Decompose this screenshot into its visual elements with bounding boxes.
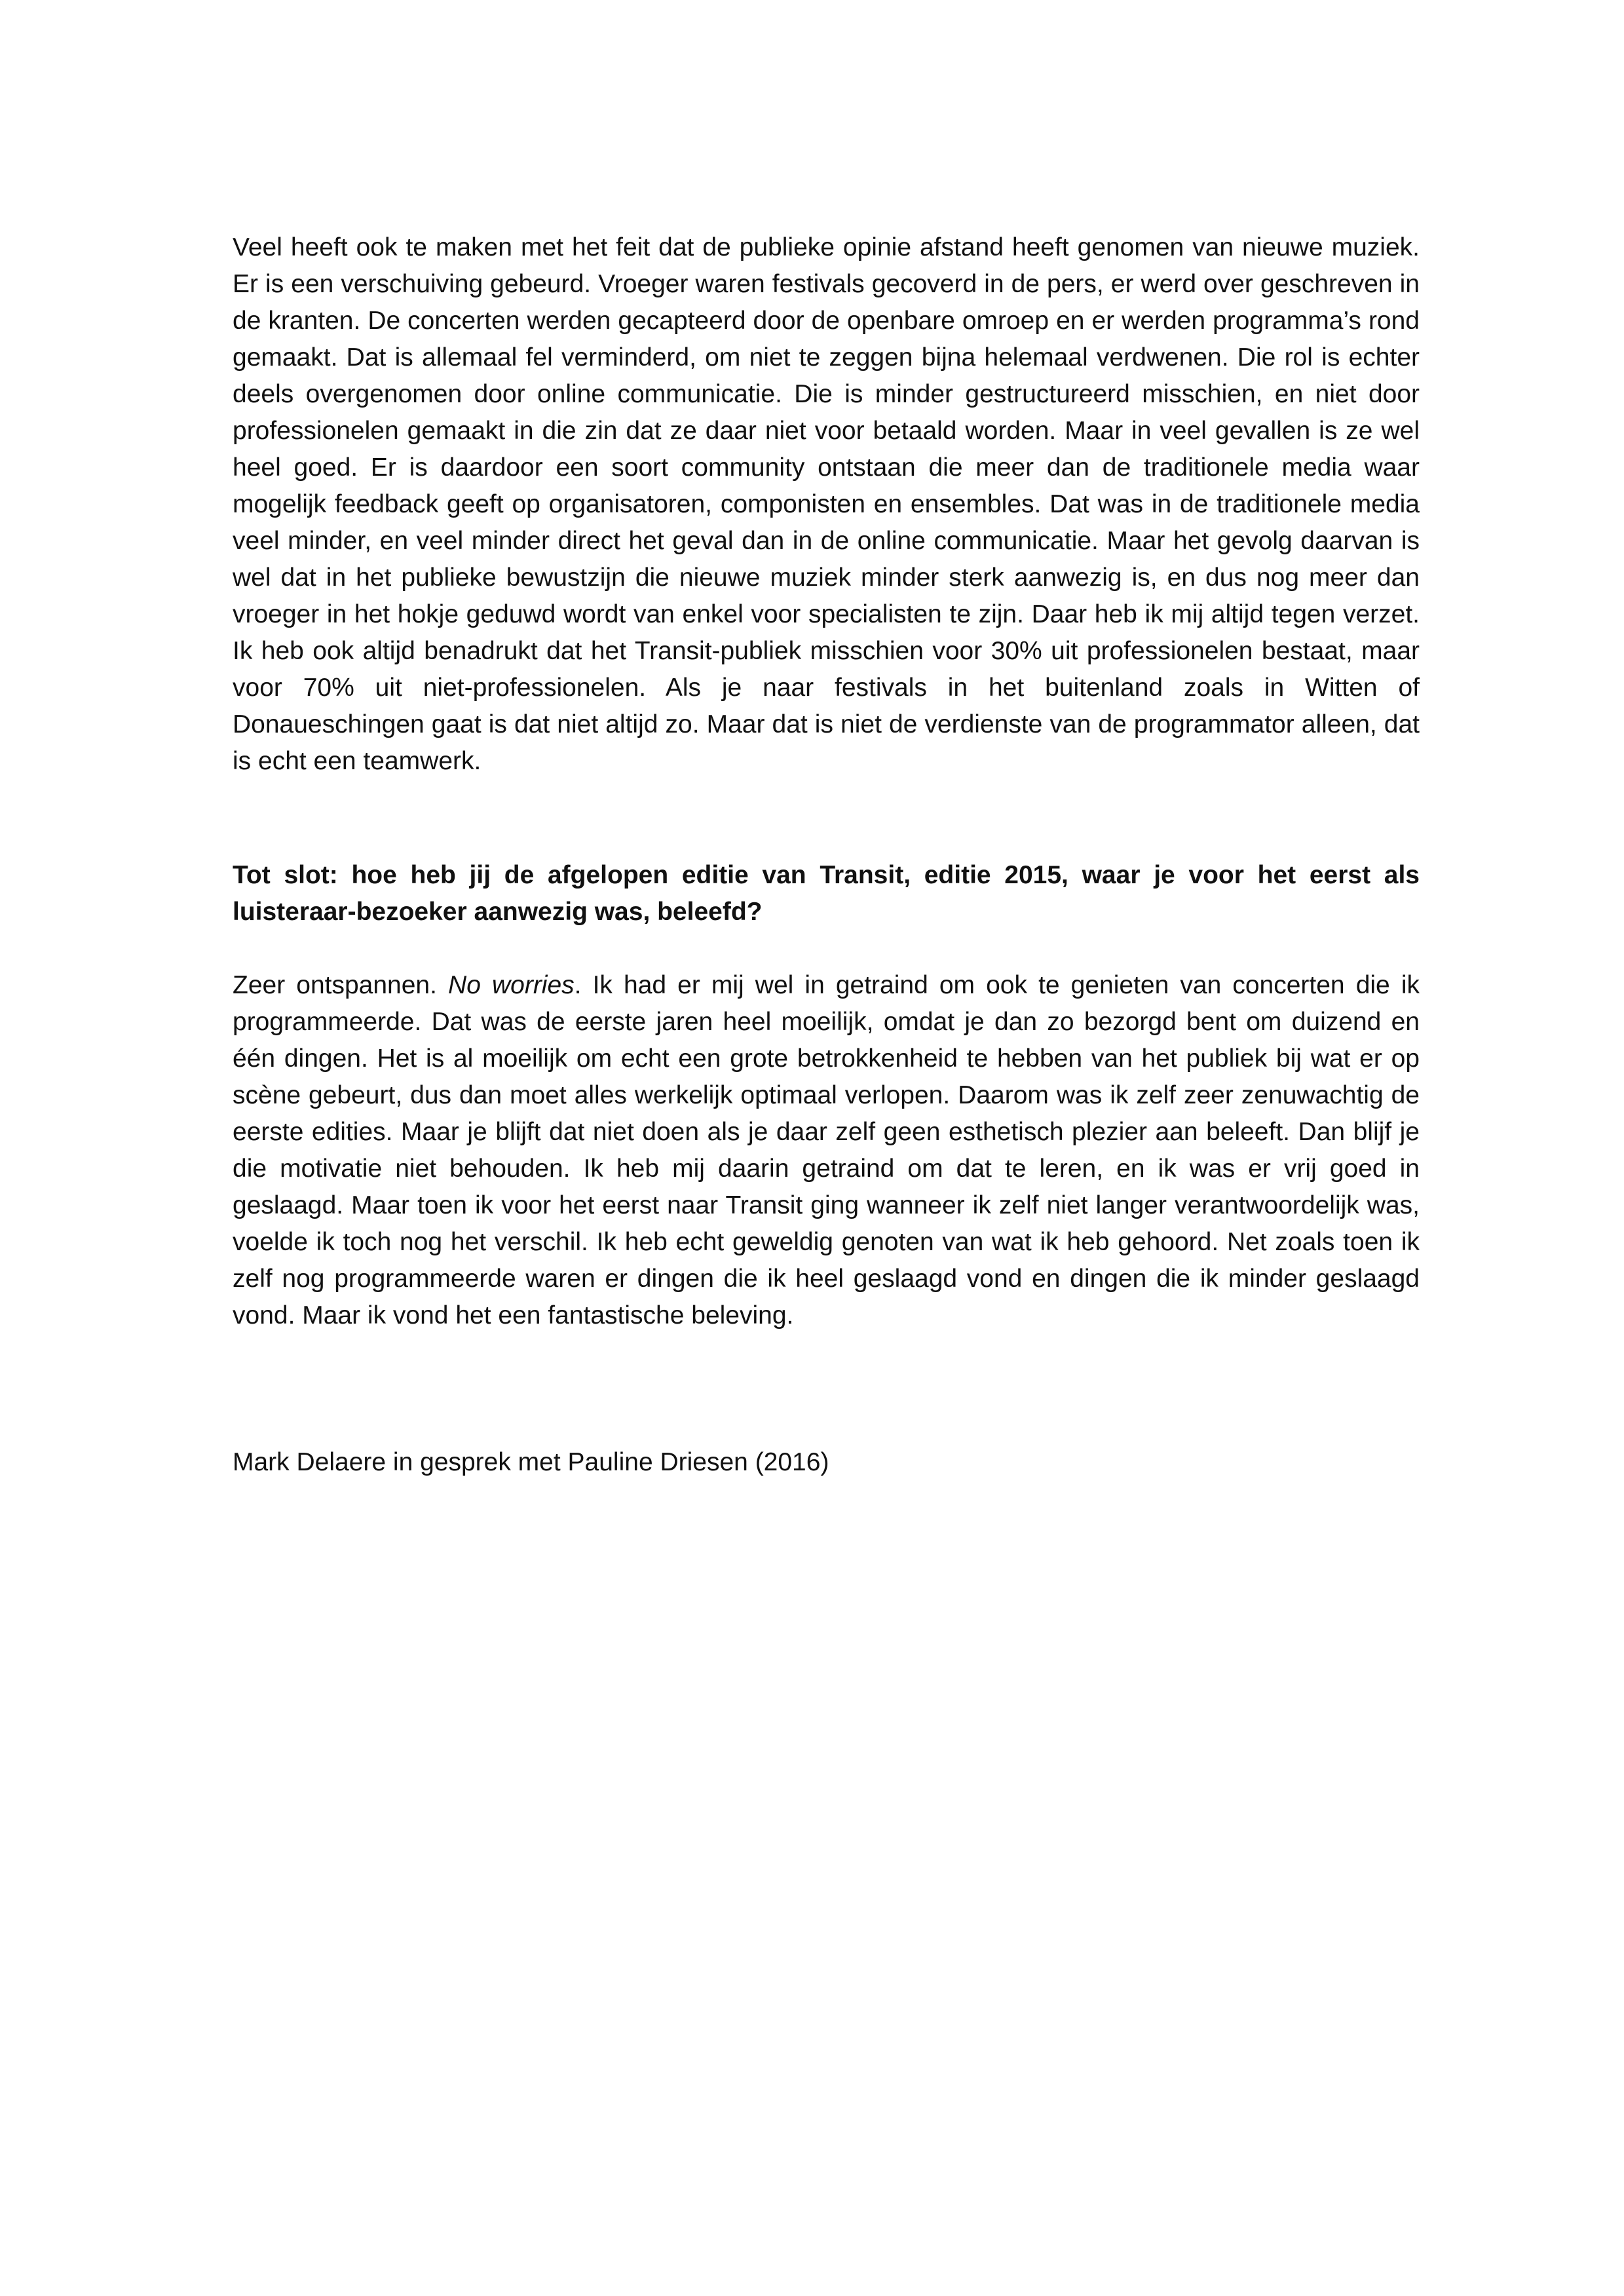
answer-text-start: Zeer ontspannen. (233, 971, 449, 999)
body-paragraph: Veel heeft ook te maken met het feit dat de publieke opinie afstand heeft genomen van nieuwe muziek. Er is een verschuiving gebeurd. Vroeger waren festivals gecoverd in de pers, er werd over geschreven in de kranten. De concerten werden gecapteerd door de openbare omroep en er werden programma’s rond gemaakt. Dat is allemaal fel verminderd, om niet te zeggen bijna helemaal verdwenen. Die rol is echter deels overgenomen door online communicatie. Die is minder gestructureerd misschien, en niet door professionelen gemaakt in die zin dat ze daar niet voor betaald worden. Maar in veel gevallen is ze wel heel goed. Er is daardoor een soort community ontstaan die meer dan de traditionele media waar mogelijk feedback geeft op organisatoren, componisten en ensembles. Dat was in de traditionele media veel minder, en veel minder direct het geval dan in de online communicatie. Maar het gevolg daarvan is wel dat in het publieke bewustzijn die nieuwe muziek minder sterk aanwezig is, en dus nog meer dan vroeger in het hokje geduwd wordt van enkel voor specialisten te zijn. Daar heb ik mij altijd tegen verzet. Ik heb ook altijd benadrukt dat het Transit-publiek misschien voor 30% uit professionelen bestaat, maar voor 70% uit niet-professionelen. Als je naar festivals in het buitenland zoals in Witten of Donaueschingen gaat is dat niet altijd zo. Maar dat is niet de verdienste van de programmator alleen, dat is echt een teamwerk. (233, 233, 1420, 775)
interview-question: Tot slot: hoe heb jij de afgelopen editie van Transit, editie 2015, waar je voor het eerst als luisteraar-bezoeker aanwezig was, beleefd? (233, 861, 1420, 926)
answer-italic-phrase: No worries (448, 971, 575, 999)
answer-text-rest: . Ik had er mij wel in getraind om ook te genieten van concerten die ik programmeerde. Dat was de eerste jaren heel moeilijk, omdat je dan zo bezorgd bent om duizend en één dingen. Het is al moeilijk om echt een grote betrokkenheid te hebben van het publiek bij wat er op scène gebeurt, dus dan moet alles werkelijk optimaal verlopen. Daarom was ik zelf zeer zenuwachtig de eerste edities. Maar je blijft dat niet doen als je daar zelf geen esthetisch plezier aan beleeft. Dan blijf je die motivatie niet behouden. Ik heb mij daarin getraind om dat te leren, en ik was er vrij goed in geslaagd. Maar toen ik voor het eerst naar Transit ging wanneer ik zelf niet langer verantwoordelijk was, voelde ik toch nog het verschil. Ik heb echt geweldig genoten van wat ik heb gehoord. Net zoals toen ik zelf nog programmeerde waren er dingen die ik heel geslaagd vond en dingen die ik minder geslaagd vond. Maar ik vond het een fantastische beleving. (233, 971, 1420, 1330)
interview-answer (233, 967, 1420, 1334)
attribution-line: Mark Delaere in gesprek met Pauline Driesen (2016) (233, 1448, 829, 1476)
page-content (233, 229, 1420, 1481)
